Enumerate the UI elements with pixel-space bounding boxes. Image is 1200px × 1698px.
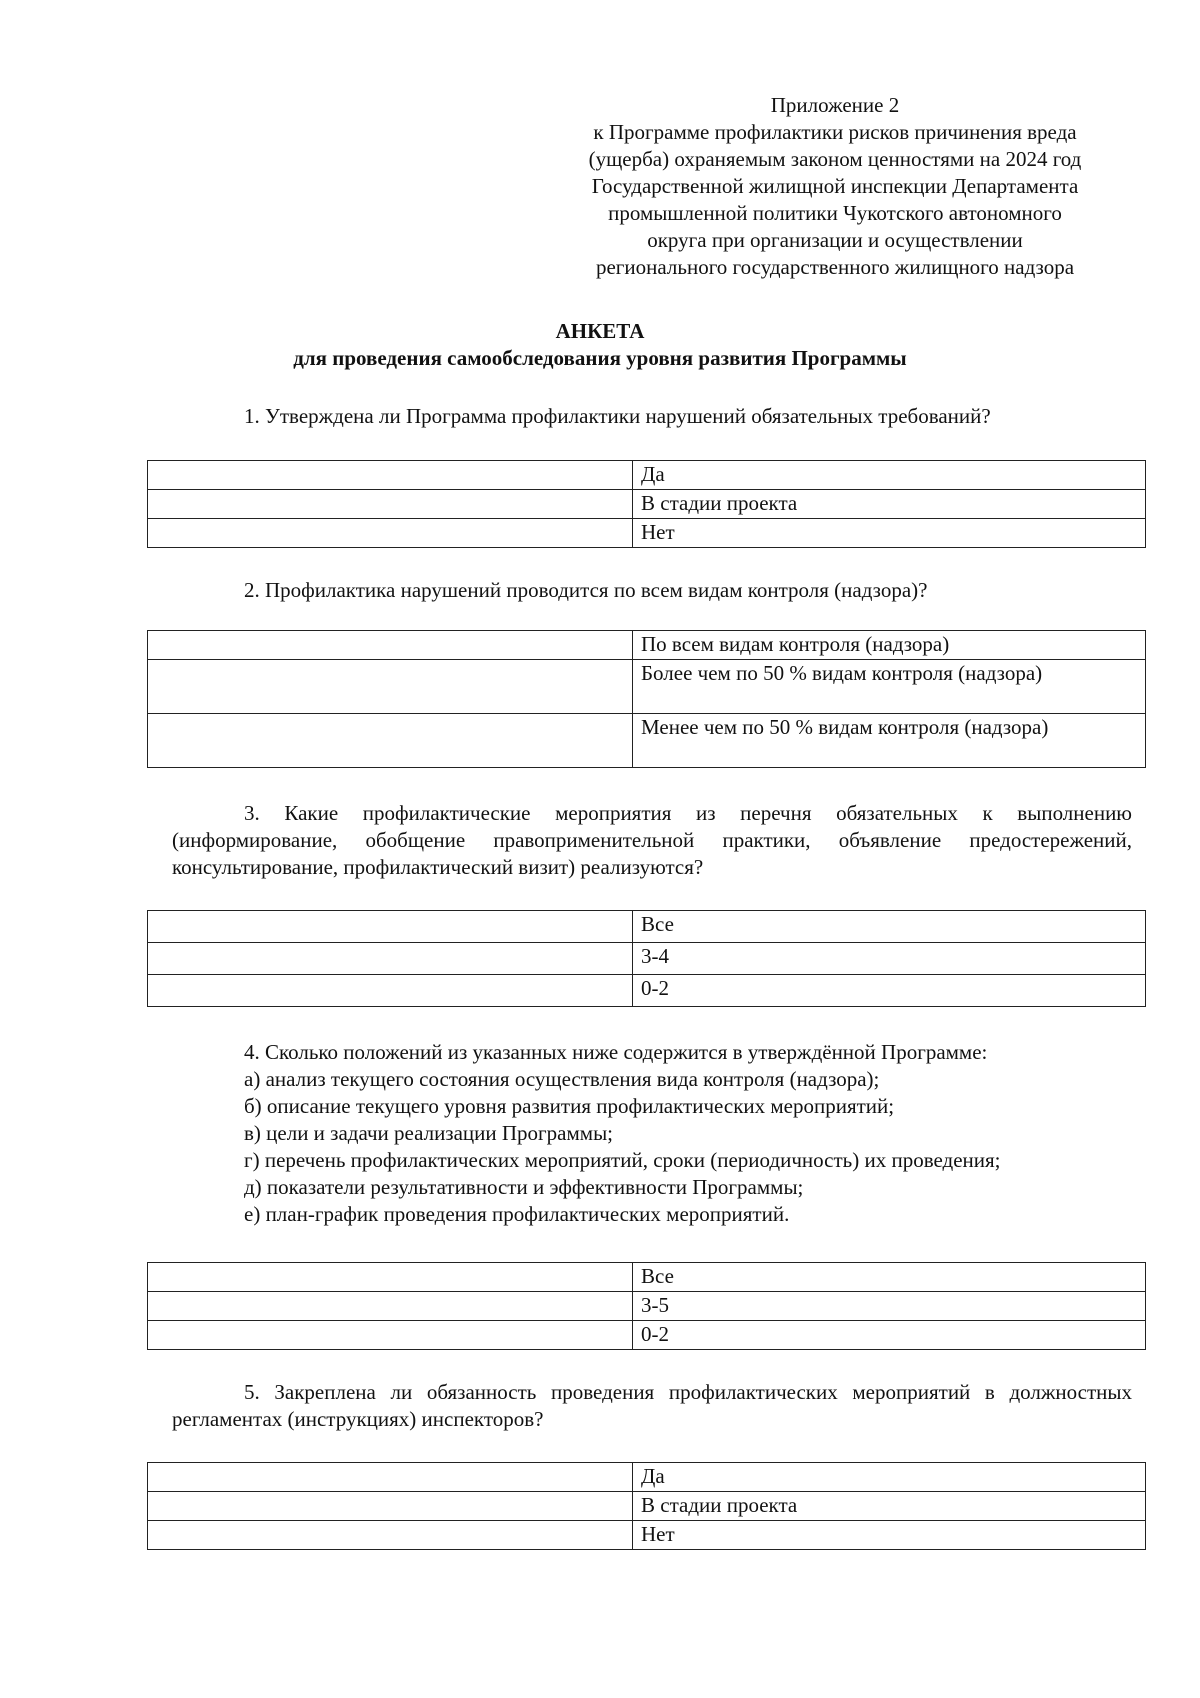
table-row — [148, 1263, 1146, 1292]
appendix-line: промышленной политики Чукотского автономного — [608, 201, 1062, 225]
answer-table-2 — [147, 630, 1146, 768]
appendix-line: Приложение 2 — [770, 93, 900, 117]
table-row — [148, 631, 1146, 660]
answer-option: Все — [633, 1263, 1146, 1292]
list-item: г) перечень профилактических мероприятий, сроки (периодичность) их проведения; — [244, 1148, 1001, 1172]
answer-mark-cell[interactable] — [148, 1263, 633, 1292]
appendix-line: (ущерба) охраняемым законом ценностями на 2024 год — [588, 147, 1082, 171]
answer-option: Менее чем по 50 % видам контроля (надзора) — [633, 714, 1146, 768]
answer-option: 0-2 — [633, 1321, 1146, 1350]
table-row — [148, 943, 1146, 975]
table-row — [148, 1463, 1146, 1492]
answer-option: Да — [633, 461, 1146, 490]
answer-mark-cell[interactable] — [148, 975, 633, 1007]
appendix-line: регионального государственного жилищного надзора — [595, 255, 1075, 279]
answer-option: Все — [633, 911, 1146, 943]
answer-table-1 — [147, 460, 1146, 548]
appendix-header — [540, 92, 1130, 281]
table-row — [148, 461, 1146, 490]
answer-mark-cell[interactable] — [148, 1292, 633, 1321]
answer-mark-cell[interactable] — [148, 490, 633, 519]
table-row — [148, 519, 1146, 548]
answer-mark-cell[interactable] — [148, 911, 633, 943]
question-4: 4. Сколько положений из указанных ниже содержится в утверждённой Программе: — [244, 1040, 988, 1064]
question-2: 2. Профилактика нарушений проводится по всем видам контроля (надзора)? — [244, 578, 928, 602]
answer-option: Более чем по 50 % видам контроля (надзора) — [633, 660, 1146, 714]
answer-option: Да — [633, 1463, 1146, 1492]
table-row — [148, 1492, 1146, 1521]
table-row — [148, 1321, 1146, 1350]
answer-mark-cell[interactable] — [148, 1521, 633, 1550]
question-5: 5. Закреплена ли обязанность проведения профилактических мероприятий в должностных регламентах (инструкциях) инспекторов? — [172, 1380, 1132, 1431]
answer-option: 3-5 — [633, 1292, 1146, 1321]
answer-option: В стадии проекта — [633, 490, 1146, 519]
document-subtitle: для проведения самообследования уровня развития Программы — [293, 346, 907, 370]
table-row — [148, 1521, 1146, 1550]
answer-mark-cell[interactable] — [148, 631, 633, 660]
list-item: в) цели и задачи реализации Программы; — [244, 1121, 614, 1145]
answer-option: В стадии проекта — [633, 1492, 1146, 1521]
answer-mark-cell[interactable] — [148, 1321, 633, 1350]
answer-mark-cell[interactable] — [148, 461, 633, 490]
answer-option: Нет — [633, 519, 1146, 548]
appendix-line: Государственной жилищной инспекции Департамента — [591, 174, 1079, 198]
table-row — [148, 975, 1146, 1007]
appendix-line: к Программе профилактики рисков причинения вреда — [593, 120, 1077, 144]
answer-option: 0-2 — [633, 975, 1146, 1007]
table-row — [148, 1292, 1146, 1321]
answer-mark-cell[interactable] — [148, 519, 633, 548]
answer-option: Нет — [633, 1521, 1146, 1550]
answer-mark-cell[interactable] — [148, 943, 633, 975]
question-4-items — [172, 1066, 1132, 1228]
answer-option: По всем видам контроля (надзора) — [633, 631, 1146, 660]
document-title: АНКЕТА — [555, 319, 645, 343]
answer-option: 3-4 — [633, 943, 1146, 975]
list-item: а) анализ текущего состояния осуществления вида контроля (надзора); — [244, 1067, 880, 1091]
list-item: б) описание текущего уровня развития профилактических мероприятий; — [244, 1094, 895, 1118]
answer-mark-cell[interactable] — [148, 660, 633, 714]
list-item: д) показатели результативности и эффективности Программы; — [244, 1175, 804, 1199]
answer-table-4 — [147, 1262, 1146, 1350]
table-row — [148, 660, 1146, 714]
table-row — [148, 911, 1146, 943]
question-1: 1. Утверждена ли Программа профилактики нарушений обязательных требований? — [244, 404, 991, 428]
appendix-line: округа при организации и осуществлении — [647, 228, 1023, 252]
answer-table-3 — [147, 910, 1146, 1007]
answer-mark-cell[interactable] — [148, 714, 633, 768]
question-3: 3. Какие профилактические мероприятия из перечня обязательных к выполнению (информирование, обобщение правоприменительной практики, объявление предостережений, консультирование, профилактический визит) реализуются? — [172, 801, 1132, 879]
answer-mark-cell[interactable] — [148, 1492, 633, 1521]
answer-table-5 — [147, 1462, 1146, 1550]
answer-mark-cell[interactable] — [148, 1463, 633, 1492]
document-title-block — [0, 318, 1200, 372]
table-row — [148, 490, 1146, 519]
list-item: е) план-график проведения профилактических мероприятий. — [244, 1202, 790, 1226]
table-row — [148, 714, 1146, 768]
